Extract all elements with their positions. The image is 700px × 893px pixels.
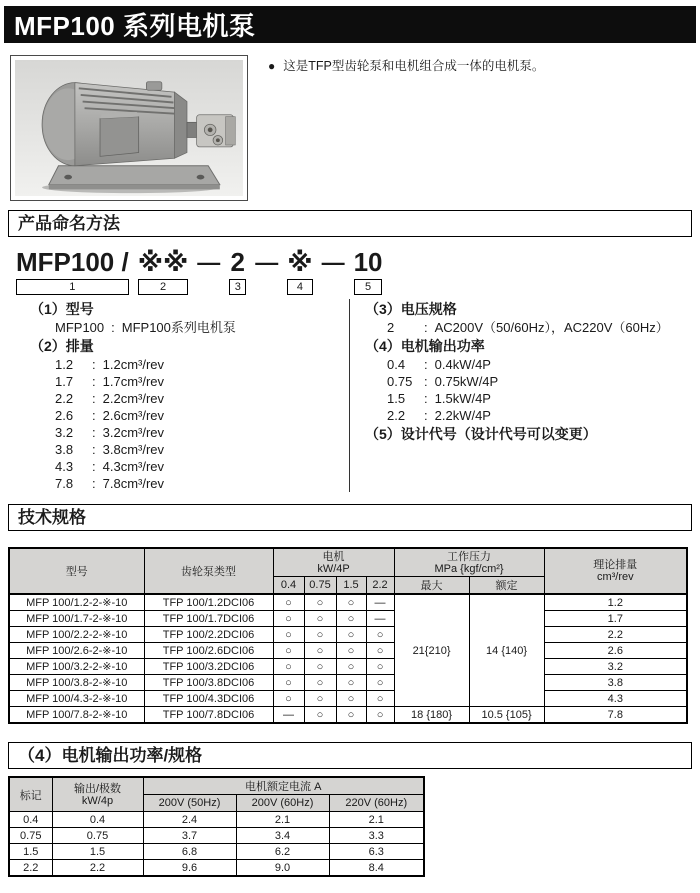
model-code-text: 10	[353, 247, 383, 277]
explanation-key: 4.3	[55, 459, 74, 474]
col-header-motor	[273, 548, 394, 577]
explanation-colon: :	[92, 442, 96, 457]
model-code	[16, 249, 391, 295]
model-cell: MFP 100/7.8-2-※-10	[9, 707, 144, 724]
model-code-number-box: 5	[354, 279, 383, 295]
explanation-label: （4）电机输出功率	[365, 338, 485, 354]
col-header-rated-current: 电机额定电流 A	[143, 777, 424, 795]
header-line: 电机	[322, 550, 345, 563]
table-row	[9, 643, 687, 659]
pump-type-cell: TFP 100/2.2DCI06	[144, 627, 273, 643]
table-row	[9, 860, 424, 877]
model-code-segment	[197, 249, 220, 276]
explanation-item	[30, 475, 349, 492]
motor-mark-cell: ○	[336, 594, 366, 611]
current-cell: 3.3	[329, 828, 424, 844]
pump-type-cell: TFP 100/3.8DCI06	[144, 675, 273, 691]
intro-bullet-row	[268, 58, 692, 75]
header-line: cm³/rev	[596, 571, 634, 583]
tech-table-body	[9, 594, 687, 723]
model-code-text: MFP100 /	[16, 247, 129, 277]
output-cell: 2.2	[52, 860, 143, 877]
explanation-value: MFP100系列电机泵	[121, 320, 236, 335]
pump-type-cell: TFP 100/3.2DCI06	[144, 659, 273, 675]
displacement-cell: 7.8	[544, 707, 687, 724]
motor-mark-cell: ○	[336, 675, 366, 691]
table-row	[9, 707, 687, 724]
mark-cell: 0.75	[9, 828, 52, 844]
motor-power-table	[8, 776, 425, 877]
model-cell: MFP 100/3.2-2-※-10	[9, 659, 144, 675]
explanation-label: （5）设计代号（设计代号可以变更）	[365, 426, 597, 442]
current-cell: 6.2	[236, 844, 329, 860]
motor-mark-cell: ○	[273, 594, 304, 611]
explanation-colon: :	[424, 408, 428, 423]
model-code-number-box: 3	[229, 279, 246, 295]
mark-cell: 1.5	[9, 844, 52, 860]
model-code-text: —	[197, 249, 221, 275]
explanation-value: 2.6cm³/rev	[102, 408, 165, 423]
motor-mark-cell: ○	[273, 611, 304, 627]
col-header-model: 型号	[9, 548, 144, 594]
current-cell: 2.1	[329, 812, 424, 828]
motor-mark-cell: —	[273, 707, 304, 724]
table-row	[9, 812, 424, 828]
explanation-label: （1）型号	[30, 301, 94, 317]
table-row	[9, 627, 687, 643]
explanation-value: 1.5kW/4P	[434, 391, 491, 406]
motor-mark-cell: ○	[273, 659, 304, 675]
model-cell: MFP 100/4.3-2-※-10	[9, 691, 144, 707]
model-code-text: ※	[287, 247, 313, 277]
motor-mark-cell: ○	[304, 707, 336, 724]
motor-pump-illustration	[15, 60, 243, 196]
motor-mark-cell: ○	[366, 643, 394, 659]
explanation-value: 3.8cm³/rev	[102, 442, 165, 457]
explanation-key: 2.2	[387, 408, 406, 423]
model-cell: MFP 100/2.2-2-※-10	[9, 627, 144, 643]
explanation-colon: :	[424, 374, 428, 389]
motor-mark-cell: ○	[304, 627, 336, 643]
header-line: kW/4P	[317, 562, 350, 575]
explanation-label: （2）排量	[30, 338, 94, 354]
subcol-200v-50hz: 200V (50Hz)	[143, 795, 236, 812]
table-row	[9, 691, 687, 707]
explanation-key: MFP100	[55, 320, 105, 335]
pump-type-cell: TFP 100/1.2DCI06	[144, 594, 273, 611]
motor-mark-cell: ○	[336, 627, 366, 643]
subcol-motor-22: 2.2	[366, 577, 394, 595]
model-code-number-box: 4	[287, 279, 312, 295]
model-cell: MFP 100/1.2-2-※-10	[9, 594, 144, 611]
current-cell: 3.4	[236, 828, 329, 844]
explanation-value: 0.75kW/4P	[434, 374, 499, 389]
model-code-segment	[287, 249, 312, 295]
motor-mark-cell: ○	[336, 691, 366, 707]
explanation-colon: :	[92, 476, 96, 491]
explanation-value: 2.2cm³/rev	[102, 391, 165, 406]
explanation-item	[30, 319, 349, 336]
motor-mark-cell: ○	[304, 691, 336, 707]
motor-mark-cell: ○	[336, 643, 366, 659]
pump-type-cell: TFP 100/2.6DCI06	[144, 643, 273, 659]
explanation-item	[30, 373, 349, 390]
model-code-text: ※※	[137, 247, 189, 277]
model-code-segment	[229, 249, 246, 295]
current-cell: 8.4	[329, 860, 424, 877]
motor-mark-cell: ○	[304, 611, 336, 627]
displacement-cell: 3.8	[544, 675, 687, 691]
table-row	[9, 594, 687, 611]
page-title: MFP100 系列电机泵	[14, 11, 256, 41]
explanation-value: 2.2kW/4P	[434, 408, 491, 423]
subcol-pressure-max: 最大	[394, 577, 469, 595]
table-row	[9, 844, 424, 860]
explanation-colon: :	[92, 459, 96, 474]
subcol-motor-15: 1.5	[336, 577, 366, 595]
motor-mark-cell: ○	[304, 643, 336, 659]
explanation-colon: :	[92, 425, 96, 440]
table-row	[9, 675, 687, 691]
displacement-cell: 4.3	[544, 691, 687, 707]
motor-mark-cell: —	[366, 594, 394, 611]
explanation-key: 2	[387, 320, 395, 335]
subcol-220v-60hz: 220V (60Hz)	[329, 795, 424, 812]
col-header-pressure	[394, 548, 544, 577]
pump-type-cell: TFP 100/7.8DCI06	[144, 707, 273, 724]
explanation-colon: :	[92, 357, 96, 372]
explanation-key: 1.2	[55, 357, 74, 372]
section-power-header: （4）电机输出功率/规格	[8, 742, 692, 769]
header-line: kW/4p	[81, 794, 114, 807]
pressure-rated-cell: 10.5 {105}	[469, 707, 544, 724]
explanation-colon: :	[424, 320, 428, 335]
explanation-colon: :	[111, 320, 115, 335]
motor-mark-cell: ○	[336, 659, 366, 675]
current-cell: 3.7	[143, 828, 236, 844]
explanation-value: 0.4kW/4P	[434, 357, 491, 372]
explanation-key: 1.7	[55, 374, 74, 389]
motor-mark-cell: ○	[273, 643, 304, 659]
subcol-200v-60hz: 200V (60Hz)	[236, 795, 329, 812]
section-naming-header: 产品命名方法	[8, 210, 692, 237]
explanation-value: 1.2cm³/rev	[102, 357, 165, 372]
model-cell: MFP 100/1.7-2-※-10	[9, 611, 144, 627]
motor-mark-cell: ○	[304, 659, 336, 675]
table-row	[9, 659, 687, 675]
model-cell: MFP 100/2.6-2-※-10	[9, 643, 144, 659]
model-code-segment	[255, 249, 278, 276]
explanation-column-left	[0, 299, 349, 492]
explanation-colon: :	[424, 357, 428, 372]
naming-explanations	[0, 299, 700, 492]
explanation-colon: :	[424, 391, 428, 406]
displacement-cell: 2.2	[544, 627, 687, 643]
header-line: 理论排量	[593, 559, 638, 571]
displacement-cell: 1.7	[544, 611, 687, 627]
model-code-segment	[322, 249, 345, 276]
subcol-motor-04: 0.4	[273, 577, 304, 595]
col-header-output	[52, 777, 143, 812]
motor-mark-cell: ○	[273, 691, 304, 707]
header-line: MPa {kgf/cm²}	[434, 562, 504, 575]
motor-mark-cell: ○	[273, 627, 304, 643]
col-header-pump-type: 齿轮泵类型	[144, 548, 273, 594]
pressure-rated-merged-cell: 14 {140}	[469, 594, 544, 707]
current-cell: 2.4	[143, 812, 236, 828]
section-tech-header: 技术规格	[8, 504, 692, 531]
explanation-item	[30, 390, 349, 407]
explanation-item	[365, 373, 700, 390]
table-row	[9, 611, 687, 627]
motor-mark-cell: ○	[366, 691, 394, 707]
model-code-segment	[138, 249, 189, 295]
bullet-icon: ●	[268, 59, 276, 73]
explanation-key: 0.4	[387, 357, 406, 372]
motor-mark-cell: ○	[304, 594, 336, 611]
explanation-value: 1.7cm³/rev	[102, 374, 165, 389]
motor-mark-cell: ○	[336, 611, 366, 627]
explanation-value: 4.3cm³/rev	[102, 459, 165, 474]
displacement-cell: 3.2	[544, 659, 687, 675]
motor-mark-cell: ○	[273, 675, 304, 691]
table-row	[9, 828, 424, 844]
displacement-cell: 1.2	[544, 594, 687, 611]
mark-cell: 0.4	[9, 812, 52, 828]
model-code-number-box: 1	[16, 279, 129, 295]
intro-text: 这是TFP型齿轮泵和电机组合成一体的电机泵。	[283, 59, 545, 73]
header-line: 工作压力	[447, 550, 492, 563]
motor-mark-cell: ○	[336, 707, 366, 724]
model-code-segment	[354, 249, 383, 295]
output-cell: 0.75	[52, 828, 143, 844]
explanation-item	[30, 356, 349, 373]
explanation-colon: :	[92, 374, 96, 389]
motor-mark-cell: ○	[366, 659, 394, 675]
header-line: 输出/极数	[73, 782, 122, 795]
model-code-segment	[16, 249, 129, 295]
motor-mark-cell: ○	[366, 675, 394, 691]
explanation-colon: :	[92, 408, 96, 423]
motor-mark-cell: —	[366, 611, 394, 627]
pressure-max-cell: 18 {180}	[394, 707, 469, 724]
model-cell: MFP 100/3.8-2-※-10	[9, 675, 144, 691]
explanation-value: AC200V（50/60Hz），AC220V（60Hz）	[434, 320, 669, 335]
tech-specs-table	[8, 547, 688, 724]
explanation-item	[30, 407, 349, 424]
subcol-motor-075: 0.75	[304, 577, 336, 595]
model-code-number-box: 2	[138, 279, 189, 295]
explanation-key: 7.8	[55, 476, 74, 491]
explanation-label: （3）电压规格	[365, 301, 457, 317]
power-table-body	[9, 812, 424, 877]
output-cell: 1.5	[52, 844, 143, 860]
explanation-item	[365, 319, 700, 336]
explanation-value: 7.8cm³/rev	[102, 476, 165, 491]
current-cell: 2.1	[236, 812, 329, 828]
col-header-mark: 标记	[9, 777, 52, 812]
explanation-item	[365, 390, 700, 407]
explanation-key: 1.5	[387, 391, 406, 406]
motor-mark-cell: ○	[304, 675, 336, 691]
pump-type-cell: TFP 100/4.3DCI06	[144, 691, 273, 707]
current-cell: 9.6	[143, 860, 236, 877]
model-code-text: —	[255, 249, 279, 275]
explanation-value: 3.2cm³/rev	[102, 425, 165, 440]
output-cell: 0.4	[52, 812, 143, 828]
motor-mark-cell: ○	[366, 627, 394, 643]
explanation-key: 3.8	[55, 442, 74, 457]
motor-mark-cell: ○	[366, 707, 394, 724]
current-cell: 6.8	[143, 844, 236, 860]
displacement-cell: 2.6	[544, 643, 687, 659]
page-title-bar	[4, 6, 696, 43]
col-header-displacement	[544, 548, 687, 594]
subcol-pressure-rated: 额定	[469, 577, 544, 595]
current-cell: 9.0	[236, 860, 329, 877]
explanation-key: 0.75	[387, 374, 413, 389]
explanation-item	[30, 424, 349, 441]
explanation-column-right	[349, 299, 700, 492]
explanation-colon: :	[92, 391, 96, 406]
pump-type-cell: TFP 100/1.7DCI06	[144, 611, 273, 627]
mark-cell: 2.2	[9, 860, 52, 877]
pressure-max-merged-cell: 21{210}	[394, 594, 469, 707]
explanation-key: 2.2	[55, 391, 74, 406]
explanation-item	[30, 441, 349, 458]
current-cell: 6.3	[329, 844, 424, 860]
explanation-item	[365, 407, 700, 424]
model-code-text: —	[321, 249, 345, 275]
explanation-key: 3.2	[55, 425, 74, 440]
explanation-key: 2.6	[55, 408, 74, 423]
explanation-item	[365, 356, 700, 373]
model-code-text: 2	[230, 247, 246, 277]
product-photo	[10, 55, 248, 201]
explanation-item	[30, 458, 349, 475]
